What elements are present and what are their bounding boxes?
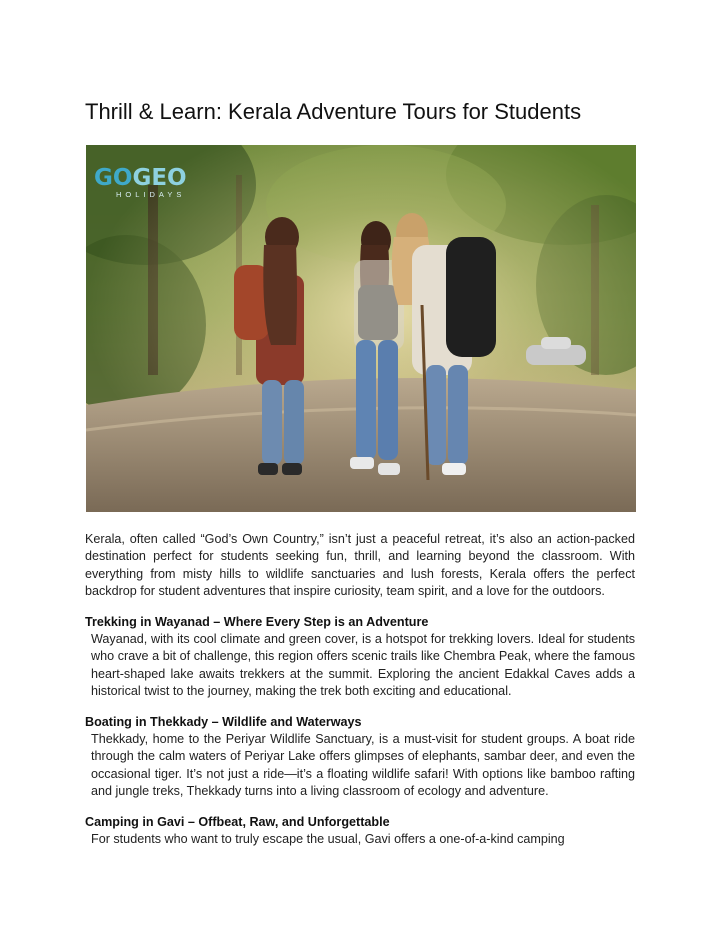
article-body (85, 531, 635, 849)
logo-wordmark (94, 165, 187, 191)
section-heading-gavi: Camping in Gavi – Offbeat, Raw, and Unforgettable (85, 814, 390, 829)
page-title: Thrill & Learn: Kerala Adventure Tours for Students (85, 99, 582, 124)
section-text-wayanad: Wayanad, with its cool climate and green cover, is a hotspot for trekking lovers. Ideal for students who crave a bit of challenge, this region offers scenic trails like Chembra Peak, where the famous heart-shaped lake awaits trekkers at the summit. Exploring the ancient Edakkal Caves adds a historical twist to the journey, making the trek both exciting and educational. (91, 632, 635, 699)
section-text-thekkady: Thekkady, home to the Periyar Wildlife Sanctuary, is a must-visit for student groups. A boat ride through the calm waters of Periyar Lake offers glimpses of elephants, sambar deer, and even the occasional tiger. It’s not just a ride—it’s a floating wildlife safari! With options like bamboo rafting and jungle treks, Thekkady turns into a living classroom of ecology and adventure. (91, 732, 635, 799)
intro-paragraph: Kerala, often called “God’s Own Country,” isn’t just a peaceful retreat, it’s also an action-packed destination perfect for students seeking fun, thrill, and learning beyond the classroom. With everything from misty hills to wildlife sanctuaries and lush forests, Kerala offers the perfect backdrop for student adventures that inspire curiosity, team spirit, and a love for the outdoors. (85, 532, 635, 599)
hero-photo (86, 145, 636, 512)
logo-text-go: GO (94, 165, 133, 191)
logo-subtitle: HOLIDAYS (116, 190, 186, 199)
gogeo-logo (94, 165, 214, 205)
section-heading-thekkady: Boating in Thekkady – Wildlife and Waterways (85, 714, 362, 729)
logo-text-geo: GEO (132, 165, 187, 191)
section-text-gavi: For students who want to truly escape the usual, Gavi offers a one-of-a-kind camping (91, 832, 565, 847)
section-heading-wayanad: Trekking in Wayanad – Where Every Step is an Adventure (85, 614, 429, 629)
